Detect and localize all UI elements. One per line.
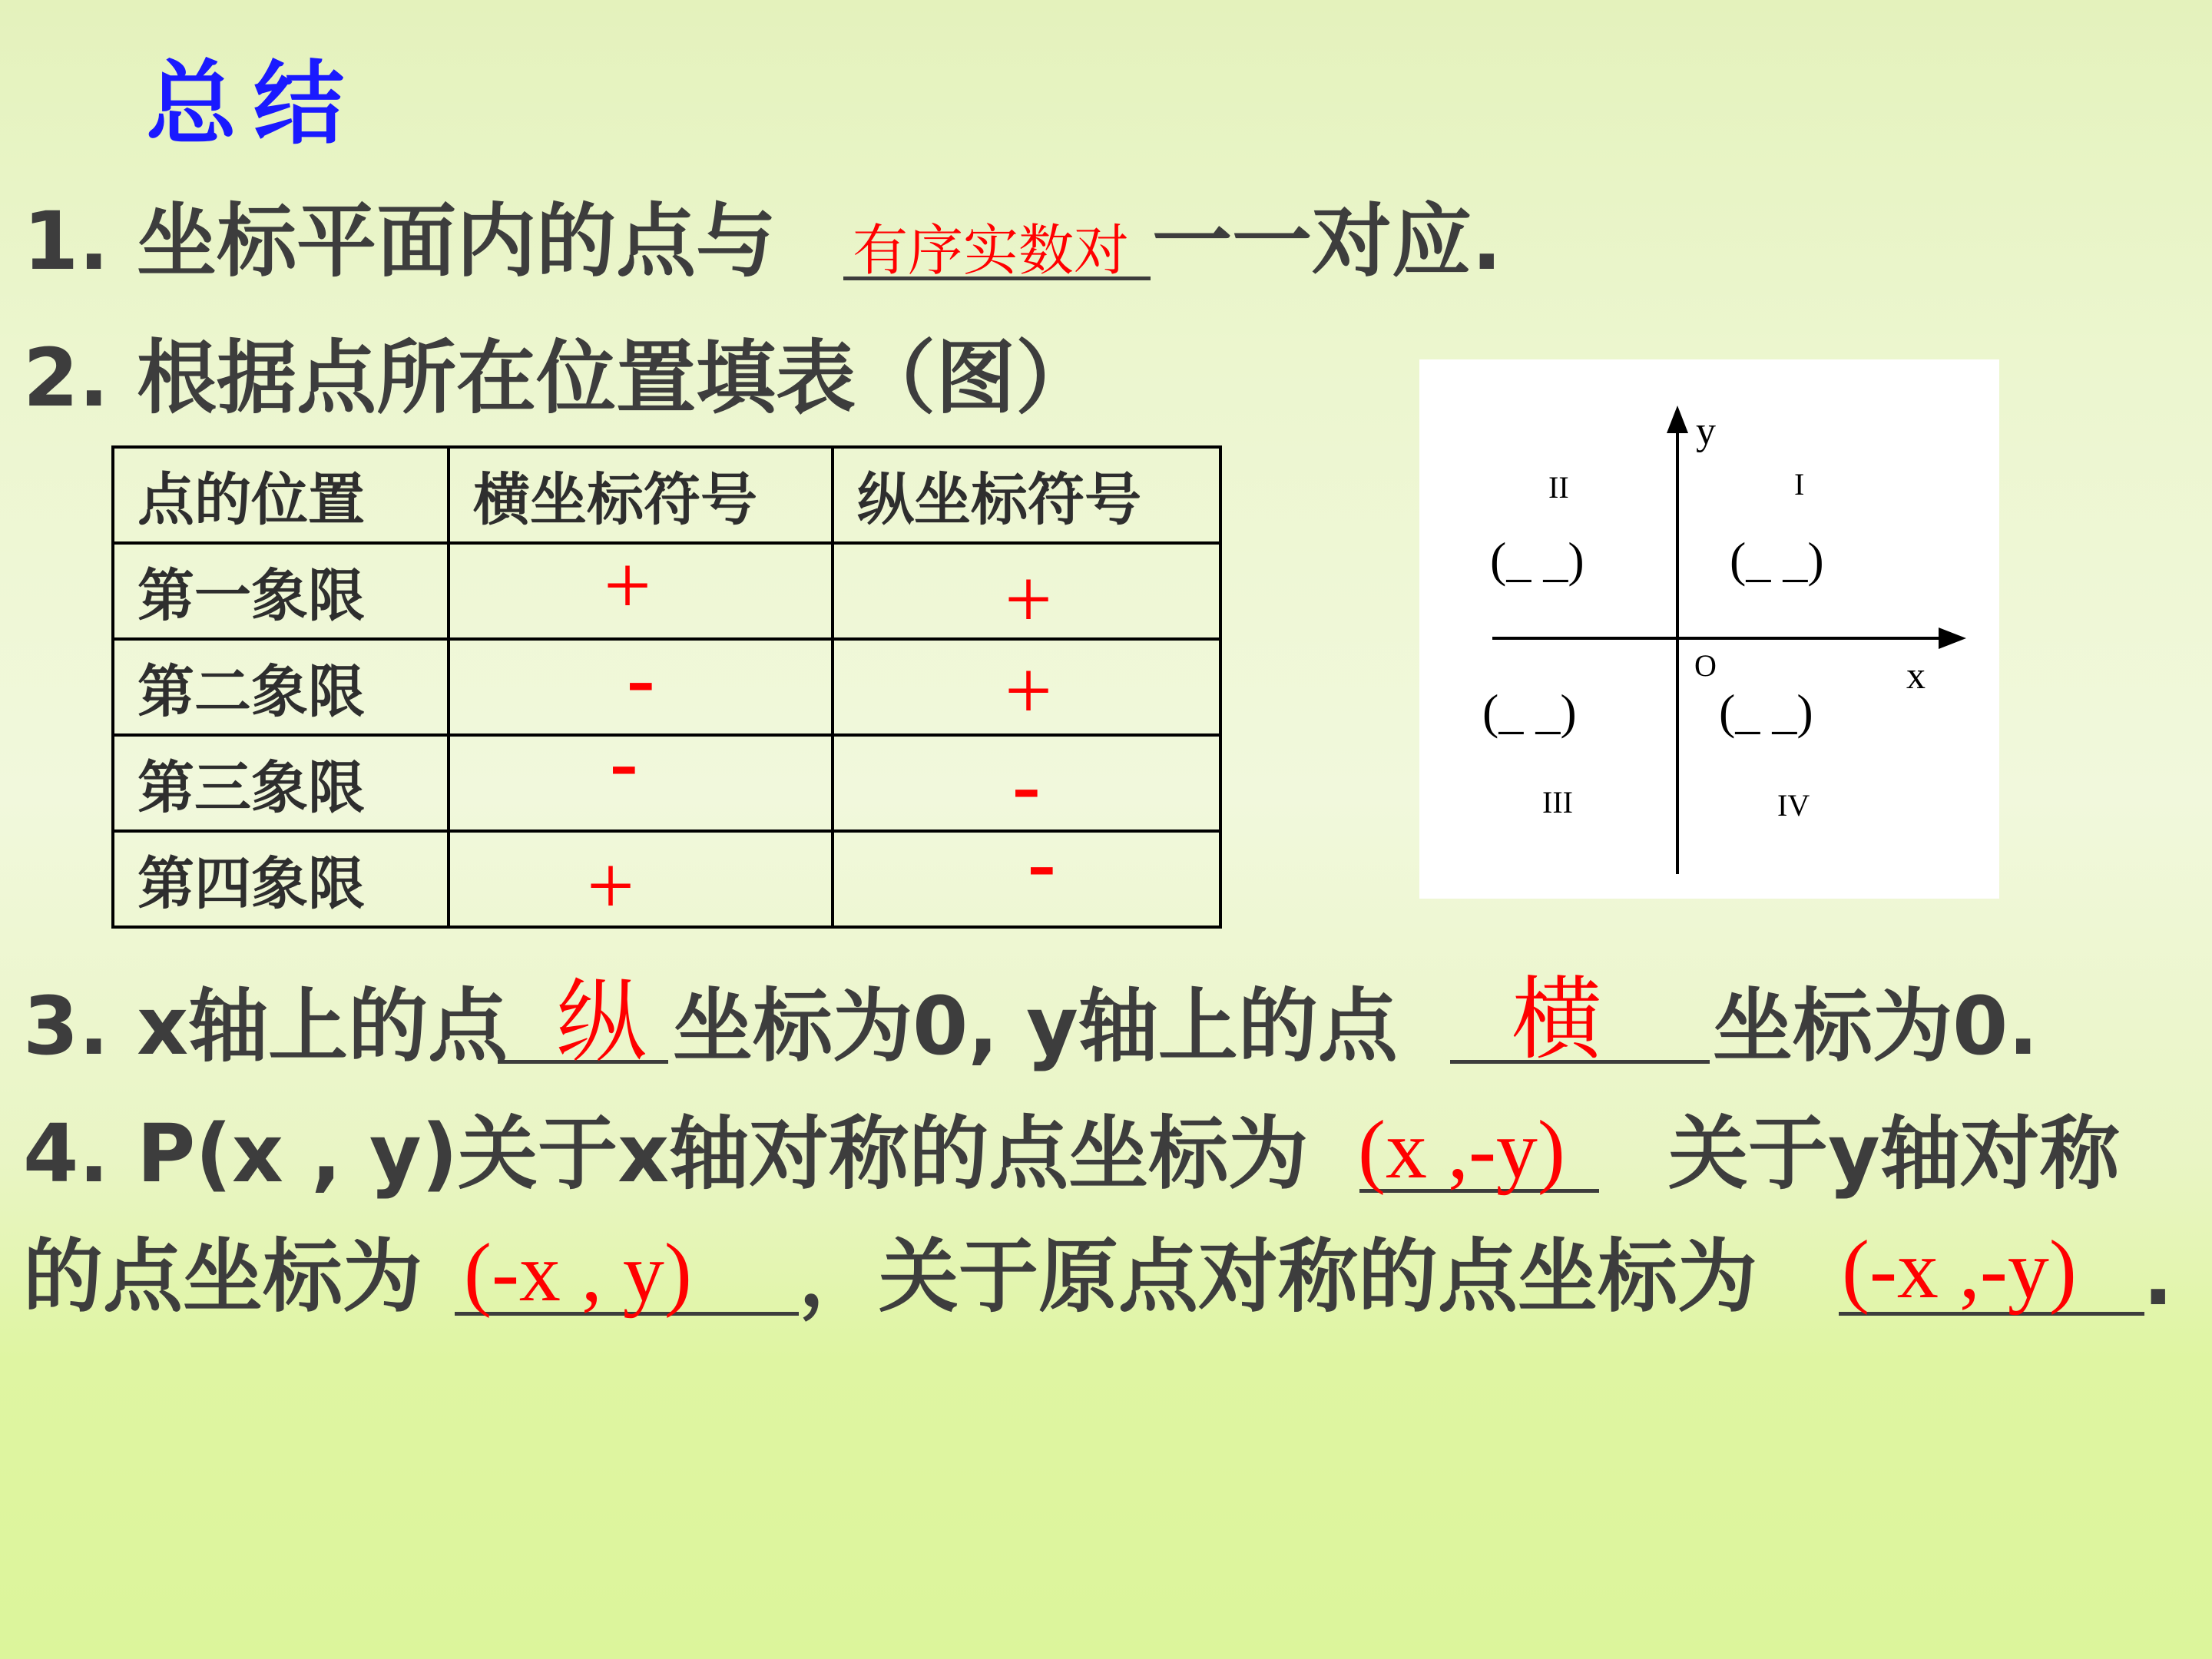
item1-text: 1. 坐标平面内的点与	[23, 194, 777, 288]
item4-answer2: (-x , y)	[464, 1227, 692, 1319]
item4-answer1: (x ,-y)	[1358, 1104, 1565, 1196]
x-axis-arrow	[1939, 628, 1966, 649]
quadrant-diagram	[1419, 359, 1999, 899]
row-x-sign-cell	[449, 831, 833, 932]
header-position: 点的位置	[113, 447, 449, 543]
item3-answer1: 纵	[556, 969, 647, 1075]
quadrant-2-label: II	[1548, 470, 1569, 505]
item2-text: 2. 根据点所在位置填表（图）	[23, 331, 1096, 425]
item3-part1: 3. x轴上的点	[23, 979, 508, 1073]
table-header-row	[113, 447, 1220, 543]
x-sign: -	[627, 631, 655, 725]
x-sign: +	[604, 538, 652, 632]
quadrant-1-placeholder: (_ _)	[1730, 532, 1824, 587]
row-y-sign-cell	[833, 543, 1220, 646]
quadrant-4-label: IV	[1777, 788, 1810, 823]
y-sign: -	[1028, 816, 1056, 909]
y-sign: +	[1005, 552, 1053, 646]
origin-label: O	[1694, 648, 1717, 683]
row-y-sign-cell	[833, 639, 1220, 735]
header-x-sign: 横坐标符号	[449, 447, 833, 543]
y-label: y	[1696, 409, 1716, 453]
y-axis-arrow	[1667, 406, 1688, 433]
item3-answer2: 横	[1512, 966, 1603, 1072]
item3-part2: 坐标为0, y轴上的点	[673, 979, 1398, 1073]
item1-answer: 有序实数对	[853, 218, 1130, 283]
row-x-sign-cell	[449, 631, 833, 735]
item4-part4: ，关于原点对称的点坐标为	[799, 1230, 1758, 1323]
header-y-sign: 纵坐标符号	[833, 447, 1220, 543]
item1-suffix: 一一对应.	[1152, 194, 1502, 288]
x-label: x	[1906, 654, 1926, 697]
row-position: 第二象限	[113, 639, 449, 735]
item4-part1: 4. P(x , y)关于x轴对称的点坐标为	[23, 1107, 1309, 1200]
y-sign: -	[1012, 738, 1041, 832]
x-sign: +	[587, 839, 635, 932]
table-row	[113, 543, 1220, 639]
row-position: 第三象限	[113, 735, 449, 831]
row-x-sign-cell	[449, 538, 833, 639]
item4-answer3: (-x ,-y)	[1842, 1224, 2077, 1316]
row-position: 第一象限	[113, 543, 449, 639]
quadrant-2-placeholder: (_ _)	[1490, 532, 1584, 587]
page-title: 总结	[146, 50, 362, 157]
item3-part3: 坐标为0.	[1713, 979, 2038, 1073]
quadrant-1-label: I	[1794, 467, 1805, 502]
quadrant-3-label: III	[1542, 785, 1573, 820]
quadrant-svg	[1419, 359, 1999, 899]
sign-table	[111, 445, 1222, 932]
item4-part5: .	[2143, 1230, 2174, 1323]
quadrant-3-placeholder: (_ _)	[1482, 684, 1577, 739]
item4-part3: 的点坐标为	[23, 1230, 423, 1323]
y-sign: +	[1005, 644, 1053, 737]
table-row	[113, 639, 1220, 735]
row-y-sign-cell	[833, 816, 1220, 927]
row-y-sign-cell	[833, 735, 1220, 831]
item4-part2: 关于y轴对称	[1668, 1107, 2120, 1200]
quadrant-4-placeholder: (_ _)	[1719, 684, 1813, 739]
row-position: 第四象限	[113, 831, 449, 927]
row-x-sign-cell	[449, 715, 833, 831]
table-row	[113, 831, 1220, 927]
x-sign: -	[610, 715, 638, 809]
